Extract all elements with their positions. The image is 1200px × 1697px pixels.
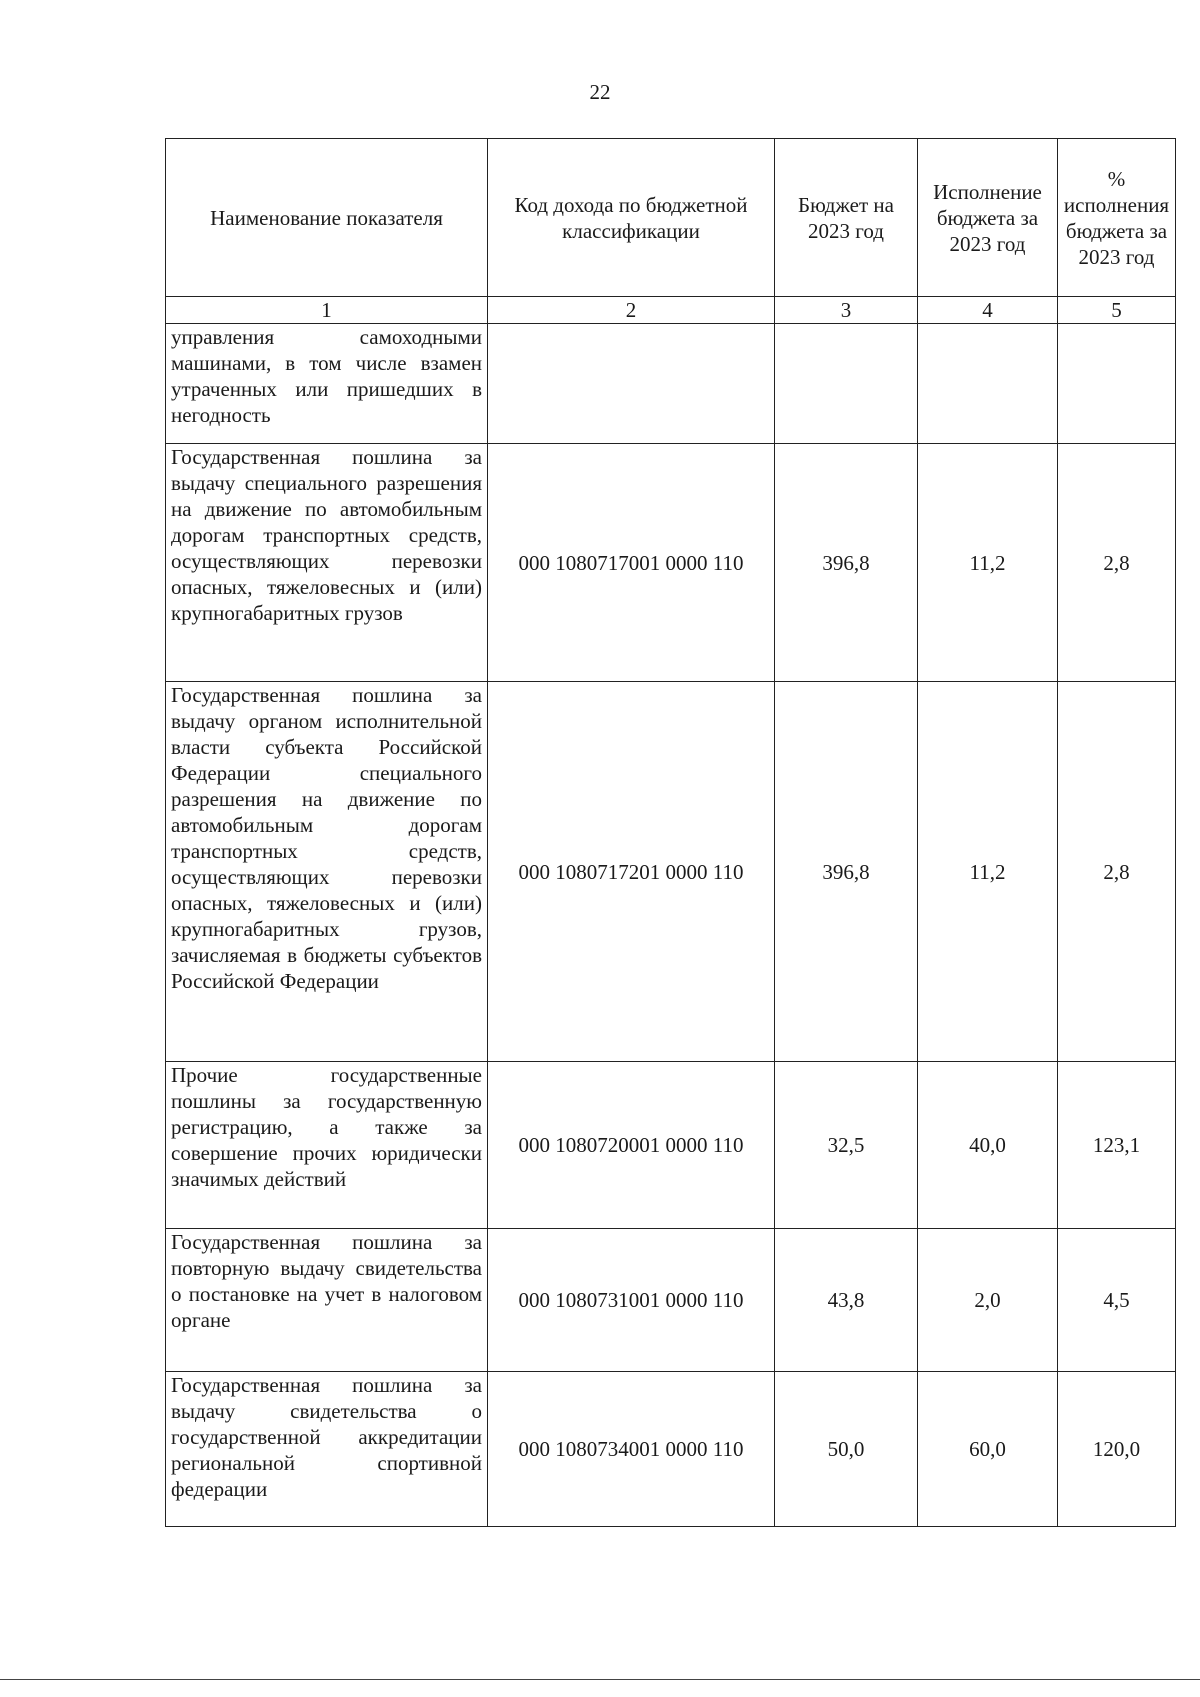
row-percent: 120,0 xyxy=(1058,1372,1176,1527)
row-execution: 11,2 xyxy=(918,444,1058,682)
row-name: Прочие государственные пошлины за государственную регистрацию, а также за совершение прочих юридически значимых действий xyxy=(166,1062,488,1229)
row-budget: 50,0 xyxy=(775,1372,918,1527)
header-budget-2023: Бюджет на 2023 год xyxy=(775,139,918,297)
table-row xyxy=(166,1062,1176,1229)
row-name: Государственная пошлина за выдачу органом исполнительной власти субъекта Российской Федерации специального разрешения на движение по автомобильным дорогам транспортных средств, осуществляющих перевозки опасных, тяжеловесных и (или) крупногабаритных грузов, зачисляемая в бюджеты субъектов Российской Федерации xyxy=(166,682,488,1062)
row-execution: 11,2 xyxy=(918,682,1058,1062)
row-percent: 2,8 xyxy=(1058,444,1176,682)
row-execution: 60,0 xyxy=(918,1372,1058,1527)
row-execution xyxy=(918,324,1058,444)
row-budget: 396,8 xyxy=(775,682,918,1062)
header-indicator-name: Наименование показателя xyxy=(166,139,488,297)
row-name: Государственная пошлина за выдачу свидетельства о государственной аккредитации региональной спортивной федерации xyxy=(166,1372,488,1527)
row-code: 000 1080717201 0000 110 xyxy=(488,682,775,1062)
row-name: управления самоходными машинами, в том числе взамен утраченных или пришедших в негодность xyxy=(166,324,488,444)
row-budget: 32,5 xyxy=(775,1062,918,1229)
row-execution: 40,0 xyxy=(918,1062,1058,1229)
row-code: 000 1080720001 0000 110 xyxy=(488,1062,775,1229)
row-budget xyxy=(775,324,918,444)
row-code: 000 1080734001 0000 110 xyxy=(488,1372,775,1527)
table-row xyxy=(166,1372,1176,1527)
row-percent: 4,5 xyxy=(1058,1229,1176,1372)
row-code: 000 1080731001 0000 110 xyxy=(488,1229,775,1372)
row-budget: 396,8 xyxy=(775,444,918,682)
table-row xyxy=(166,682,1176,1062)
row-percent xyxy=(1058,324,1176,444)
header-execution-percent: % исполнения бюджета за 2023 год xyxy=(1058,139,1176,297)
column-number: 1 xyxy=(166,297,488,324)
header-execution-2023: Исполнение бюджета за 2023 год xyxy=(918,139,1058,297)
column-number-row xyxy=(166,297,1176,324)
row-code xyxy=(488,324,775,444)
column-number: 2 xyxy=(488,297,775,324)
page-number: 22 xyxy=(589,80,611,104)
table-row xyxy=(166,1229,1176,1372)
column-number: 4 xyxy=(918,297,1058,324)
bottom-divider xyxy=(0,1679,1200,1680)
row-execution: 2,0 xyxy=(918,1229,1058,1372)
table-row xyxy=(166,444,1176,682)
table-row xyxy=(166,324,1176,444)
header-income-code: Код дохода по бюджетной классификации xyxy=(488,139,775,297)
row-budget: 43,8 xyxy=(775,1229,918,1372)
column-number: 5 xyxy=(1058,297,1176,324)
row-percent: 2,8 xyxy=(1058,682,1176,1062)
budget-table xyxy=(165,138,1176,1527)
row-percent: 123,1 xyxy=(1058,1062,1176,1229)
column-number: 3 xyxy=(775,297,918,324)
row-code: 000 1080717001 0000 110 xyxy=(488,444,775,682)
row-name: Государственная пошлина за выдачу специального разрешения на движение по автомобильным дорогам транспортных средств, осуществляющих перевозки опасных, тяжеловесных и (или) крупногабаритных грузов xyxy=(166,444,488,682)
table-header-row xyxy=(166,139,1176,297)
row-name: Государственная пошлина за повторную выдачу свидетельства о постановке на учет в налоговом органе xyxy=(166,1229,488,1372)
